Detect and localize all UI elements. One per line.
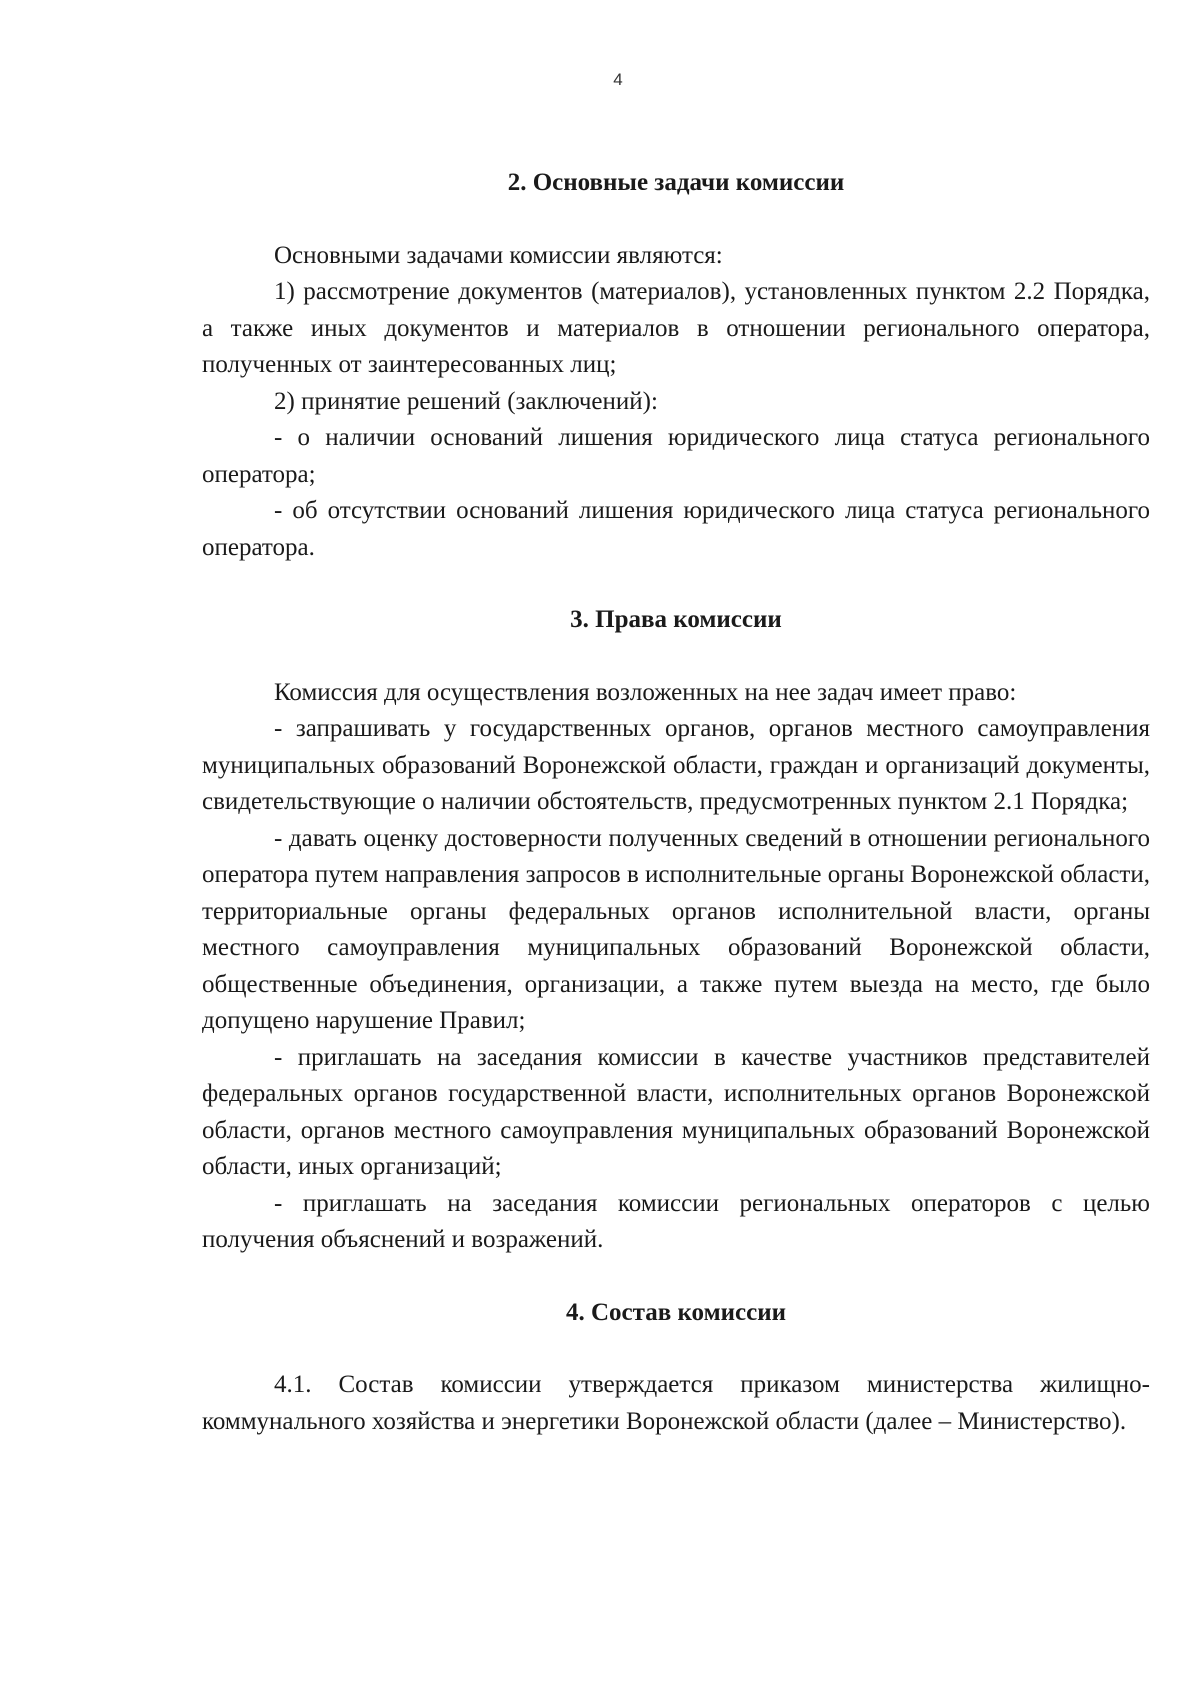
- section-2-paragraph: 1) рассмотрение документов (материалов), установленных пунктом 2.2 Порядка, а также иных документов и материалов в отношении регионального оператора, полученных от заинтересованных лиц;: [202, 278, 1150, 378]
- section-3-paragraph: - давать оценку достоверности полученных сведений в отношении регионального оператора путем направления запросов в исполнительные органы Воронежской области, территориальные органы федеральных органов исполнительной власти, органы местного самоуправления муниципальных образований Воронежской области, общественные объединения, организации, а также путем выезда на место, где было допущено нарушение Правил;: [202, 824, 1150, 1034]
- section-2-heading: 2. Основные задачи комиссии: [507, 169, 845, 196]
- section-3-paragraph: - приглашать на заседания комиссии в качестве участников представителей федеральных органов государственной власти, исполнительных органов Воронежской области, органов местного самоуправления муниципальных образований Воронежской области, иных организаций;: [202, 1043, 1150, 1180]
- document-body: [202, 165, 1150, 1440]
- section-2-paragraph: - об отсутствии оснований лишения юридического лица статуса регионального оператора.: [202, 497, 1150, 561]
- section-3-paragraph: - приглашать на заседания комиссии региональных операторов с целью получения объяснений и возражений.: [202, 1189, 1150, 1253]
- section-3-paragraph: Комиссия для осуществления возложенных на нее задач имеет право:: [274, 678, 1017, 706]
- section-2-paragraph: 2) принятие решений (заключений):: [274, 387, 658, 415]
- section-3-paragraph: - запрашивать у государственных органов, органов местного самоуправления муниципальных образований Воронежской области, граждан и организаций документы, свидетельствующие о наличии обстоятельств, предусмотренных пунктом 2.1 Порядка;: [202, 715, 1150, 815]
- section-2-paragraph: - о наличии оснований лишения юридического лица статуса регионального оператора;: [202, 424, 1150, 488]
- page-number: 4: [613, 70, 623, 89]
- section-3-heading: 3. Права комиссии: [570, 606, 782, 633]
- section-2-paragraph: Основными задачами комиссии являются:: [274, 241, 723, 269]
- section-4-heading: 4. Состав комиссии: [565, 1298, 787, 1326]
- section-4-paragraph: 4.1. Состав комиссии утверждается приказом министерства жилищно-коммунального хозяйства и энергетики Воронежской области (далее – Министерство).: [202, 1371, 1150, 1435]
